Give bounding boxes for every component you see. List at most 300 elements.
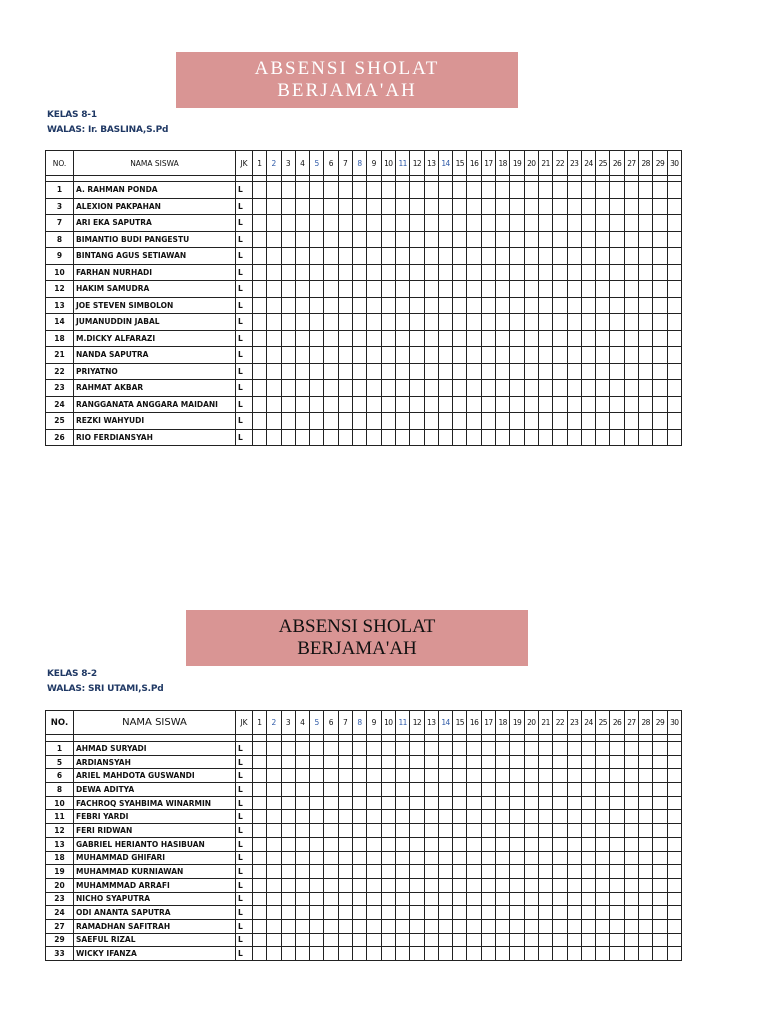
attendance-cell[interactable] (481, 906, 495, 920)
attendance-cell[interactable] (481, 182, 495, 199)
attendance-cell[interactable] (467, 215, 481, 232)
attendance-cell[interactable] (510, 347, 524, 364)
attendance-cell[interactable] (567, 429, 581, 446)
attendance-cell[interactable] (510, 947, 524, 961)
attendance-cell[interactable] (624, 413, 638, 430)
attendance-cell[interactable] (639, 947, 653, 961)
attendance-cell[interactable] (467, 824, 481, 838)
attendance-cell[interactable] (467, 396, 481, 413)
attendance-cell[interactable] (310, 330, 324, 347)
attendance-cell[interactable] (524, 182, 538, 199)
attendance-cell[interactable] (453, 380, 467, 397)
attendance-cell[interactable] (481, 769, 495, 783)
attendance-cell[interactable] (553, 231, 567, 248)
attendance-cell[interactable] (253, 769, 267, 783)
attendance-cell[interactable] (338, 865, 352, 879)
attendance-cell[interactable] (395, 396, 409, 413)
attendance-cell[interactable] (653, 865, 667, 879)
attendance-cell[interactable] (524, 837, 538, 851)
attendance-cell[interactable] (581, 248, 595, 265)
attendance-cell[interactable] (395, 347, 409, 364)
attendance-cell[interactable] (481, 413, 495, 430)
attendance-cell[interactable] (438, 837, 452, 851)
attendance-cell[interactable] (467, 769, 481, 783)
attendance-cell[interactable] (610, 837, 624, 851)
attendance-cell[interactable] (253, 783, 267, 797)
attendance-cell[interactable] (253, 297, 267, 314)
attendance-cell[interactable] (453, 933, 467, 947)
attendance-cell[interactable] (324, 824, 338, 838)
attendance-cell[interactable] (353, 380, 367, 397)
attendance-cell[interactable] (253, 796, 267, 810)
attendance-cell[interactable] (481, 837, 495, 851)
attendance-cell[interactable] (567, 769, 581, 783)
attendance-cell[interactable] (567, 947, 581, 961)
attendance-cell[interactable] (510, 297, 524, 314)
attendance-cell[interactable] (524, 413, 538, 430)
attendance-cell[interactable] (639, 198, 653, 215)
attendance-cell[interactable] (267, 281, 281, 298)
attendance-cell[interactable] (410, 363, 424, 380)
attendance-cell[interactable] (281, 380, 295, 397)
attendance-cell[interactable] (253, 810, 267, 824)
attendance-cell[interactable] (381, 297, 395, 314)
attendance-cell[interactable] (410, 837, 424, 851)
attendance-cell[interactable] (367, 231, 381, 248)
attendance-cell[interactable] (538, 347, 552, 364)
attendance-cell[interactable] (610, 769, 624, 783)
attendance-cell[interactable] (524, 314, 538, 331)
attendance-cell[interactable] (538, 865, 552, 879)
attendance-cell[interactable] (295, 330, 309, 347)
attendance-cell[interactable] (295, 380, 309, 397)
attendance-cell[interactable] (538, 947, 552, 961)
attendance-cell[interactable] (310, 851, 324, 865)
attendance-cell[interactable] (395, 248, 409, 265)
attendance-cell[interactable] (424, 264, 438, 281)
attendance-cell[interactable] (281, 264, 295, 281)
attendance-cell[interactable] (424, 198, 438, 215)
attendance-cell[interactable] (581, 413, 595, 430)
attendance-cell[interactable] (610, 198, 624, 215)
attendance-cell[interactable] (538, 297, 552, 314)
attendance-cell[interactable] (596, 906, 610, 920)
attendance-cell[interactable] (281, 429, 295, 446)
attendance-cell[interactable] (410, 783, 424, 797)
attendance-cell[interactable] (367, 851, 381, 865)
attendance-cell[interactable] (567, 231, 581, 248)
attendance-cell[interactable] (410, 865, 424, 879)
attendance-cell[interactable] (253, 742, 267, 756)
attendance-cell[interactable] (267, 810, 281, 824)
attendance-cell[interactable] (353, 413, 367, 430)
attendance-cell[interactable] (353, 248, 367, 265)
attendance-cell[interactable] (624, 396, 638, 413)
attendance-cell[interactable] (553, 851, 567, 865)
attendance-cell[interactable] (281, 851, 295, 865)
attendance-cell[interactable] (424, 810, 438, 824)
attendance-cell[interactable] (467, 363, 481, 380)
attendance-cell[interactable] (310, 755, 324, 769)
attendance-cell[interactable] (496, 742, 510, 756)
attendance-cell[interactable] (639, 231, 653, 248)
attendance-cell[interactable] (267, 742, 281, 756)
attendance-cell[interactable] (438, 429, 452, 446)
attendance-cell[interactable] (310, 314, 324, 331)
attendance-cell[interactable] (295, 248, 309, 265)
attendance-cell[interactable] (281, 878, 295, 892)
attendance-cell[interactable] (367, 297, 381, 314)
attendance-cell[interactable] (581, 824, 595, 838)
attendance-cell[interactable] (324, 363, 338, 380)
attendance-cell[interactable] (624, 347, 638, 364)
attendance-cell[interactable] (338, 347, 352, 364)
attendance-cell[interactable] (381, 215, 395, 232)
attendance-cell[interactable] (453, 796, 467, 810)
attendance-cell[interactable] (596, 755, 610, 769)
attendance-cell[interactable] (410, 281, 424, 298)
attendance-cell[interactable] (553, 281, 567, 298)
attendance-cell[interactable] (353, 783, 367, 797)
attendance-cell[interactable] (639, 892, 653, 906)
attendance-cell[interactable] (453, 783, 467, 797)
attendance-cell[interactable] (353, 215, 367, 232)
attendance-cell[interactable] (667, 837, 681, 851)
attendance-cell[interactable] (553, 248, 567, 265)
attendance-cell[interactable] (281, 314, 295, 331)
attendance-cell[interactable] (310, 837, 324, 851)
attendance-cell[interactable] (295, 824, 309, 838)
attendance-cell[interactable] (267, 330, 281, 347)
attendance-cell[interactable] (467, 429, 481, 446)
attendance-cell[interactable] (610, 892, 624, 906)
attendance-cell[interactable] (510, 314, 524, 331)
attendance-cell[interactable] (481, 314, 495, 331)
attendance-cell[interactable] (424, 363, 438, 380)
attendance-cell[interactable] (610, 906, 624, 920)
attendance-cell[interactable] (324, 330, 338, 347)
attendance-cell[interactable] (596, 413, 610, 430)
attendance-cell[interactable] (281, 363, 295, 380)
attendance-cell[interactable] (438, 810, 452, 824)
attendance-cell[interactable] (639, 824, 653, 838)
attendance-cell[interactable] (353, 824, 367, 838)
attendance-cell[interactable] (596, 865, 610, 879)
attendance-cell[interactable] (538, 742, 552, 756)
attendance-cell[interactable] (453, 837, 467, 851)
attendance-cell[interactable] (453, 363, 467, 380)
attendance-cell[interactable] (267, 215, 281, 232)
attendance-cell[interactable] (453, 851, 467, 865)
attendance-cell[interactable] (667, 906, 681, 920)
attendance-cell[interactable] (624, 264, 638, 281)
attendance-cell[interactable] (596, 783, 610, 797)
attendance-cell[interactable] (624, 865, 638, 879)
attendance-cell[interactable] (667, 297, 681, 314)
attendance-cell[interactable] (581, 182, 595, 199)
attendance-cell[interactable] (353, 330, 367, 347)
attendance-cell[interactable] (381, 281, 395, 298)
attendance-cell[interactable] (310, 769, 324, 783)
attendance-cell[interactable] (653, 363, 667, 380)
attendance-cell[interactable] (667, 248, 681, 265)
attendance-cell[interactable] (338, 947, 352, 961)
attendance-cell[interactable] (410, 347, 424, 364)
attendance-cell[interactable] (467, 837, 481, 851)
attendance-cell[interactable] (253, 347, 267, 364)
attendance-cell[interactable] (538, 783, 552, 797)
attendance-cell[interactable] (367, 248, 381, 265)
attendance-cell[interactable] (438, 742, 452, 756)
attendance-cell[interactable] (481, 851, 495, 865)
attendance-cell[interactable] (653, 380, 667, 397)
attendance-cell[interactable] (438, 851, 452, 865)
attendance-cell[interactable] (624, 363, 638, 380)
attendance-cell[interactable] (624, 215, 638, 232)
attendance-cell[interactable] (395, 933, 409, 947)
attendance-cell[interactable] (524, 396, 538, 413)
attendance-cell[interactable] (481, 215, 495, 232)
attendance-cell[interactable] (295, 429, 309, 446)
attendance-cell[interactable] (395, 231, 409, 248)
attendance-cell[interactable] (267, 783, 281, 797)
attendance-cell[interactable] (624, 796, 638, 810)
attendance-cell[interactable] (624, 314, 638, 331)
attendance-cell[interactable] (596, 769, 610, 783)
attendance-cell[interactable] (624, 198, 638, 215)
attendance-cell[interactable] (338, 215, 352, 232)
attendance-cell[interactable] (424, 297, 438, 314)
attendance-cell[interactable] (410, 231, 424, 248)
attendance-cell[interactable] (481, 363, 495, 380)
attendance-cell[interactable] (424, 215, 438, 232)
attendance-cell[interactable] (653, 330, 667, 347)
attendance-cell[interactable] (367, 824, 381, 838)
attendance-cell[interactable] (410, 742, 424, 756)
attendance-cell[interactable] (310, 264, 324, 281)
attendance-cell[interactable] (438, 281, 452, 298)
attendance-cell[interactable] (324, 837, 338, 851)
attendance-cell[interactable] (338, 769, 352, 783)
attendance-cell[interactable] (353, 264, 367, 281)
attendance-cell[interactable] (453, 182, 467, 199)
attendance-cell[interactable] (538, 769, 552, 783)
attendance-cell[interactable] (395, 429, 409, 446)
attendance-cell[interactable] (653, 429, 667, 446)
attendance-cell[interactable] (581, 947, 595, 961)
attendance-cell[interactable] (567, 396, 581, 413)
attendance-cell[interactable] (438, 297, 452, 314)
attendance-cell[interactable] (267, 264, 281, 281)
attendance-cell[interactable] (538, 878, 552, 892)
attendance-cell[interactable] (438, 314, 452, 331)
attendance-cell[interactable] (453, 429, 467, 446)
attendance-cell[interactable] (410, 314, 424, 331)
attendance-cell[interactable] (596, 878, 610, 892)
attendance-cell[interactable] (553, 363, 567, 380)
attendance-cell[interactable] (581, 363, 595, 380)
attendance-cell[interactable] (324, 231, 338, 248)
attendance-cell[interactable] (581, 865, 595, 879)
attendance-cell[interactable] (295, 892, 309, 906)
attendance-cell[interactable] (467, 878, 481, 892)
attendance-cell[interactable] (610, 947, 624, 961)
attendance-cell[interactable] (667, 330, 681, 347)
attendance-cell[interactable] (381, 248, 395, 265)
attendance-cell[interactable] (610, 865, 624, 879)
attendance-cell[interactable] (281, 742, 295, 756)
attendance-cell[interactable] (624, 755, 638, 769)
attendance-cell[interactable] (667, 264, 681, 281)
attendance-cell[interactable] (395, 878, 409, 892)
attendance-cell[interactable] (295, 837, 309, 851)
attendance-cell[interactable] (453, 947, 467, 961)
attendance-cell[interactable] (281, 755, 295, 769)
attendance-cell[interactable] (624, 783, 638, 797)
attendance-cell[interactable] (567, 182, 581, 199)
attendance-cell[interactable] (338, 824, 352, 838)
attendance-cell[interactable] (424, 429, 438, 446)
attendance-cell[interactable] (367, 933, 381, 947)
attendance-cell[interactable] (567, 796, 581, 810)
attendance-cell[interactable] (639, 363, 653, 380)
attendance-cell[interactable] (467, 182, 481, 199)
attendance-cell[interactable] (524, 215, 538, 232)
attendance-cell[interactable] (567, 248, 581, 265)
attendance-cell[interactable] (267, 198, 281, 215)
attendance-cell[interactable] (267, 755, 281, 769)
attendance-cell[interactable] (324, 297, 338, 314)
attendance-cell[interactable] (395, 919, 409, 933)
attendance-cell[interactable] (481, 347, 495, 364)
attendance-cell[interactable] (310, 297, 324, 314)
attendance-cell[interactable] (596, 380, 610, 397)
attendance-cell[interactable] (324, 906, 338, 920)
attendance-cell[interactable] (496, 837, 510, 851)
attendance-cell[interactable] (253, 947, 267, 961)
attendance-cell[interactable] (353, 919, 367, 933)
attendance-cell[interactable] (467, 380, 481, 397)
attendance-cell[interactable] (424, 837, 438, 851)
attendance-cell[interactable] (524, 347, 538, 364)
attendance-cell[interactable] (310, 919, 324, 933)
attendance-cell[interactable] (310, 231, 324, 248)
attendance-cell[interactable] (338, 796, 352, 810)
attendance-cell[interactable] (639, 783, 653, 797)
attendance-cell[interactable] (353, 363, 367, 380)
attendance-cell[interactable] (538, 810, 552, 824)
attendance-cell[interactable] (667, 347, 681, 364)
attendance-cell[interactable] (639, 396, 653, 413)
attendance-cell[interactable] (553, 742, 567, 756)
attendance-cell[interactable] (410, 248, 424, 265)
attendance-cell[interactable] (524, 363, 538, 380)
attendance-cell[interactable] (410, 769, 424, 783)
attendance-cell[interactable] (467, 810, 481, 824)
attendance-cell[interactable] (481, 933, 495, 947)
attendance-cell[interactable] (524, 824, 538, 838)
attendance-cell[interactable] (653, 413, 667, 430)
attendance-cell[interactable] (524, 810, 538, 824)
attendance-cell[interactable] (353, 231, 367, 248)
attendance-cell[interactable] (610, 215, 624, 232)
attendance-cell[interactable] (653, 878, 667, 892)
attendance-cell[interactable] (467, 264, 481, 281)
attendance-cell[interactable] (310, 810, 324, 824)
attendance-cell[interactable] (367, 947, 381, 961)
attendance-cell[interactable] (496, 380, 510, 397)
attendance-cell[interactable] (553, 824, 567, 838)
attendance-cell[interactable] (453, 231, 467, 248)
attendance-cell[interactable] (538, 892, 552, 906)
attendance-cell[interactable] (453, 865, 467, 879)
attendance-cell[interactable] (467, 947, 481, 961)
attendance-cell[interactable] (581, 215, 595, 232)
attendance-cell[interactable] (581, 264, 595, 281)
attendance-cell[interactable] (496, 947, 510, 961)
attendance-cell[interactable] (295, 755, 309, 769)
attendance-cell[interactable] (538, 429, 552, 446)
attendance-cell[interactable] (467, 796, 481, 810)
attendance-cell[interactable] (538, 380, 552, 397)
attendance-cell[interactable] (410, 906, 424, 920)
attendance-cell[interactable] (510, 264, 524, 281)
attendance-cell[interactable] (639, 810, 653, 824)
attendance-cell[interactable] (581, 330, 595, 347)
attendance-cell[interactable] (667, 824, 681, 838)
attendance-cell[interactable] (324, 919, 338, 933)
attendance-cell[interactable] (496, 933, 510, 947)
attendance-cell[interactable] (553, 396, 567, 413)
attendance-cell[interactable] (381, 947, 395, 961)
attendance-cell[interactable] (424, 796, 438, 810)
attendance-cell[interactable] (281, 783, 295, 797)
attendance-cell[interactable] (367, 837, 381, 851)
attendance-cell[interactable] (253, 182, 267, 199)
attendance-cell[interactable] (295, 742, 309, 756)
attendance-cell[interactable] (538, 198, 552, 215)
attendance-cell[interactable] (410, 919, 424, 933)
attendance-cell[interactable] (395, 742, 409, 756)
attendance-cell[interactable] (481, 396, 495, 413)
attendance-cell[interactable] (281, 810, 295, 824)
attendance-cell[interactable] (639, 755, 653, 769)
attendance-cell[interactable] (267, 380, 281, 397)
attendance-cell[interactable] (596, 796, 610, 810)
attendance-cell[interactable] (353, 865, 367, 879)
attendance-cell[interactable] (324, 413, 338, 430)
attendance-cell[interactable] (253, 264, 267, 281)
attendance-cell[interactable] (581, 281, 595, 298)
attendance-cell[interactable] (567, 865, 581, 879)
attendance-cell[interactable] (496, 248, 510, 265)
attendance-cell[interactable] (653, 297, 667, 314)
attendance-cell[interactable] (267, 837, 281, 851)
attendance-cell[interactable] (381, 742, 395, 756)
attendance-cell[interactable] (467, 330, 481, 347)
attendance-cell[interactable] (267, 892, 281, 906)
attendance-cell[interactable] (267, 248, 281, 265)
attendance-cell[interactable] (395, 892, 409, 906)
attendance-cell[interactable] (353, 742, 367, 756)
attendance-cell[interactable] (639, 919, 653, 933)
attendance-cell[interactable] (653, 231, 667, 248)
attendance-cell[interactable] (424, 396, 438, 413)
attendance-cell[interactable] (567, 878, 581, 892)
attendance-cell[interactable] (639, 297, 653, 314)
attendance-cell[interactable] (424, 281, 438, 298)
attendance-cell[interactable] (253, 363, 267, 380)
